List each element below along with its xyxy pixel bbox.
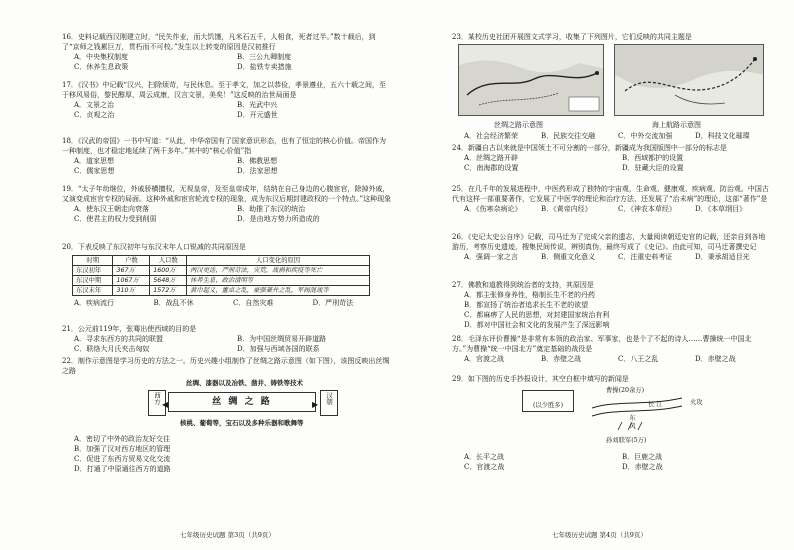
option-b[interactable]: B．西域都护的设置: [622, 154, 684, 162]
option-b[interactable]: B．侧重文化意义: [541, 253, 596, 261]
question-text: 18．《汉武的帝国》一书中写道：“从此，中华帝国有了国家意识形态，也有了恒定的核心价值。帝国作为一种制度，也才稳定地延续了两千多年。”其中的“核心价值”指: [62, 137, 386, 155]
table-cell: 310万: [113, 286, 150, 296]
option-b[interactable]: B．加强了汉对西方地区的管理: [74, 445, 171, 453]
option-d[interactable]: D．赤壁之战: [622, 463, 663, 471]
diagram-top-label: 丝绸、漆器以及冶铁、凿井、铸铁等技术: [186, 379, 303, 387]
han-end-box: [320, 390, 338, 416]
river-label: 长 江: [648, 401, 663, 408]
cao-army-label: 曹操(20余万): [606, 387, 645, 394]
west-end-label: 西方: [153, 392, 161, 405]
option-d[interactable]: D．法家思想: [237, 167, 278, 175]
question-20: [62, 242, 392, 308]
question-27: [452, 280, 772, 330]
page-4-column: [452, 0, 772, 550]
question-18: [62, 136, 392, 176]
blank-box-label: (以少胜多): [532, 402, 564, 409]
option-a[interactable]: A．长平之战: [464, 453, 505, 461]
option-b[interactable]: B．战乱不休: [153, 299, 194, 307]
option-a[interactable]: A．使东汉王朝走向衰落: [74, 205, 150, 213]
question-text: 28．毛泽东评价曹操“是非常有本领的政治家、军事家，也是个了不起的诗人……曹操统一中国北方。”为曹操“统一中国北方”奠定基础的战役是: [452, 335, 752, 353]
question-21: [62, 324, 392, 354]
option-d[interactable]: D．开元盛世: [237, 111, 278, 119]
table-header: 户数: [113, 256, 150, 266]
arrow-right-icon: ▶: [312, 400, 319, 409]
question-text: 25．在几千年的发展进程中，中医药形成了独特的宇宙观，生命观、健康观、疾病观、防治观。中国古代有这样一部重要著作，它发展了中医学的理论和治疗方法，还发展了“治未病”的理论，这部“著作”是: [452, 185, 769, 203]
table-cell: 两汉更迭，严刑苛法，灾荒，战祸和疾疫等死亡: [187, 266, 370, 276]
question-17: [62, 80, 392, 120]
question-16: [62, 32, 392, 72]
option-d[interactable]: D．秉承胡适目光: [695, 253, 750, 261]
option-d[interactable]: D．严刑苛法: [312, 299, 354, 307]
option-c[interactable]: C．自然灾难: [233, 299, 274, 307]
question-text: 29．如下图的历史手抄报设计，其空白框中填写的新闻是: [452, 375, 629, 383]
maritime-route-map: [614, 44, 764, 116]
option-d[interactable]: D．赤壁之战: [695, 355, 736, 363]
option-b[interactable]: B．《黄帝内经》: [541, 205, 592, 213]
option-c[interactable]: C．促进了东西方贸易文化交流: [74, 455, 171, 463]
option-c[interactable]: C．休养生息政策: [74, 63, 129, 71]
option-b[interactable]: B．佛教思想: [237, 157, 278, 165]
allied-army-label: 孙刘联军(5万): [606, 437, 647, 444]
question-22: [62, 356, 392, 474]
option-a[interactable]: A．《伤寒杂病论》: [464, 205, 522, 213]
question-26: [452, 232, 772, 262]
option-b[interactable]: B．都宣扬了统治者追求长生不老的欲望: [464, 301, 589, 309]
option-b[interactable]: B．为中国丝绸贸易开辟道路: [237, 335, 327, 343]
question-text: 19．“太子年幼继位，外戚骄横擅权，无视皇帝，及至皇帝成年，结纳在自己身边的心腹宦官，除掉外戚，又演变成宦官专权的局面。这种外戚和宦官轮流专权的现象，成为东汉后期封建政权的一个特点。”这种现象: [62, 185, 392, 203]
option-a[interactable]: A．强调一家之言: [464, 253, 519, 261]
question-23: [452, 32, 772, 42]
table-cell: 367万: [113, 266, 150, 276]
diagram-center-label: 丝 绸 之 路: [212, 397, 272, 407]
question-25: [452, 184, 772, 214]
table-header: 人口变化的原因: [187, 256, 370, 266]
question-28: [452, 334, 772, 364]
page-footer: 七年级历史试题 第4页（共9页）: [552, 531, 647, 539]
option-b[interactable]: B．光武中兴: [237, 101, 278, 109]
question-29-options: [452, 452, 772, 472]
question-text: 23．某校历史社团开展图文式学习，收集了下列图片，它们反映的共同主题是: [452, 33, 692, 41]
maritime-route-map-drawing: [615, 45, 764, 116]
option-a[interactable]: A．都主张修身养性，格制长生不老的丹药: [464, 291, 596, 299]
option-c[interactable]: C．官渡之战: [464, 463, 505, 471]
east-wind-label: 东 风: [628, 414, 635, 429]
table-cell: 5648万: [150, 276, 187, 286]
silk-road-map: [458, 44, 604, 116]
option-c[interactable]: C．都麻痹了人民的思想，对封建国家统治有利: [464, 311, 610, 319]
table-cell: 1600万: [150, 266, 187, 276]
option-d[interactable]: D．科技文化璀璨: [695, 132, 750, 140]
question-text: 16．史料记载西汉刚建立时，“民失作业，而大饥馑，凡米石五千，人相食，死者过半。”数十载后，到了“京师之钱累巨万，贯朽而不可校。”发生以上转变的原因是汉初推行: [62, 33, 376, 51]
option-c[interactable]: C．注重史料考证: [618, 253, 673, 261]
option-b[interactable]: B．赤壁之战: [541, 355, 582, 363]
map-caption-2: 海上航路示意图: [652, 121, 701, 129]
option-a[interactable]: A．社会经济繁荣: [464, 132, 519, 140]
table-cell: 休养生息，政治清明等: [187, 276, 370, 286]
option-a[interactable]: A．丝绸之路开辟: [464, 154, 519, 162]
table-cell: 1572万: [150, 286, 187, 296]
silk-road-arrow: [168, 392, 319, 412]
option-c[interactable]: C．儒家思想: [74, 167, 115, 175]
page-3-column: [62, 0, 392, 550]
table-cell: 黄巾起义，董卓之乱，豪强兼并之乱，军阀混战等: [187, 286, 370, 296]
page-footer: 七年级历史试题 第3页（共9页）: [180, 531, 275, 539]
population-table: [72, 255, 370, 296]
question-23-options: [452, 131, 772, 141]
question-text: 20．下表反映了东汉初年与东汉末年人口锐减的共同原因是: [62, 243, 246, 251]
question-text: 22．制作示意图是学习历史的方法之一。历史兴趣小组制作了丝绸之路示意图（如下图），该图反映出丝绸之路: [62, 357, 390, 375]
option-a[interactable]: A．中央集权制度: [74, 53, 129, 61]
question-text: 21．公元前119年，张骞出使西域的目的是: [62, 325, 197, 333]
option-d[interactable]: D．打通了中原通往西方的道路: [74, 465, 171, 473]
arrow-left-icon: ◀: [162, 400, 169, 409]
option-a[interactable]: A．文景之治: [74, 101, 115, 109]
question-24: [452, 143, 772, 173]
option-d[interactable]: D．《本草纲目》: [695, 205, 747, 213]
option-d[interactable]: D．盐铁专卖措施: [237, 63, 292, 71]
option-a[interactable]: A．密切了中外的政治友好交往: [74, 435, 171, 443]
option-a[interactable]: A．道家思想: [74, 157, 115, 165]
option-b[interactable]: B．民族交往交融: [541, 132, 596, 140]
silk-road-diagram: [62, 378, 392, 432]
map-caption-1: 丝绸之路示意图: [494, 121, 543, 129]
table-cell: 1067万: [113, 276, 150, 286]
battle-diagram: [522, 386, 722, 448]
question-text: 27．佛教和道教得到统治者的支持，其原因是: [452, 281, 594, 289]
table-header-row: [73, 256, 370, 266]
question-29: [452, 374, 772, 384]
table-row: [73, 276, 370, 286]
option-d[interactable]: D．加强与西域各国的联系: [237, 345, 320, 353]
question-text: 24．新疆自古以来就是中国领土不可分割的一部分，新疆成为我国版图中一部分的标志是: [452, 144, 727, 152]
question-text: 17．《汉书》中记载“汉兴，扫除烦苛，与民休息。至于孝文，加之以恭俭，孝景遵业，五六十载之间，至于移风易俗，黎民醇厚，周云成康，汉言文景，美矣！”这反映的治世局面是: [62, 81, 386, 99]
silk-road-map-drawing: [459, 45, 604, 116]
option-c[interactable]: C．联络大月氏夹击匈奴: [74, 345, 150, 353]
option-b[interactable]: B．巨鹿之战: [622, 453, 663, 461]
table-row: [73, 266, 370, 276]
table-cell: 东汉初年: [73, 266, 113, 276]
han-end-label: 汉朝: [325, 392, 333, 405]
question-text: 26．《史记太史公自序》记载，司马迁为了完成父亲的遗志，大量阅读朝廷史官的记载，还亲自到各地游历，考察历史遗迹，搜集民间传说，辨别真伪，最终写成了《史记》。由此可知，司马迁著撰史记: [452, 233, 766, 251]
option-b[interactable]: B．三公九卿制度: [237, 53, 292, 61]
option-d[interactable]: D．驻藏大臣的设置: [622, 164, 684, 172]
option-b[interactable]: B．助推了东汉的统治: [237, 205, 306, 213]
option-c[interactable]: C．贞观之治: [74, 111, 115, 119]
table-header: 人口数: [150, 256, 187, 266]
option-d[interactable]: D．是由地方势力所造成的: [237, 215, 320, 223]
option-c[interactable]: C．中外交流加强: [618, 132, 673, 140]
option-c[interactable]: C．使君主的权力受到削弱: [74, 215, 157, 223]
question-19: [62, 184, 392, 224]
option-c[interactable]: C．南海郡的设置: [464, 164, 519, 172]
table-cell: 东汉末年: [73, 286, 113, 296]
table-cell: 东汉中期: [73, 276, 113, 286]
option-c[interactable]: C．八王之乱: [618, 355, 659, 363]
option-d[interactable]: D．都对中国社会和文化的发展产生了深远影响: [464, 321, 610, 329]
option-a[interactable]: A．官渡之战: [464, 355, 505, 363]
fire-attack-label: 火攻: [690, 399, 703, 406]
option-a[interactable]: A．疾病流行: [74, 299, 115, 307]
table-header: 时期: [73, 256, 113, 266]
option-c[interactable]: C．《神农本草经》: [618, 205, 676, 213]
diagram-bottom-label: 核桃、葡萄等，宝石以及多种乐器和歌舞等: [180, 419, 304, 427]
option-a[interactable]: A．寻求东西方的共同的联盟: [74, 335, 164, 343]
table-row: [73, 286, 370, 296]
